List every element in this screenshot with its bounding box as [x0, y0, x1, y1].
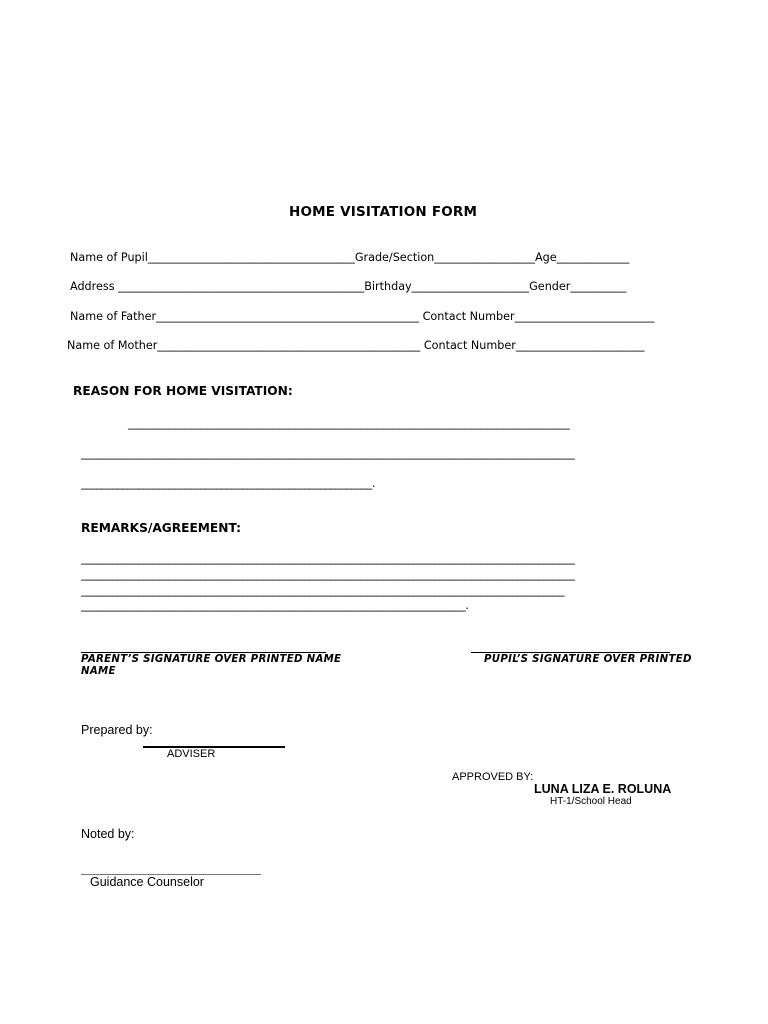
parent-signature-caption: PARENT’S SIGNATURE OVER PRINTED NAME: [81, 654, 342, 665]
reason-heading: REASON FOR HOME VISITATION:: [73, 384, 293, 398]
approved-by-label: APPROVED BY:: [452, 771, 534, 783]
father-contact-row: Name of Father_______________________________________________ Contact Number_________________________: [70, 310, 655, 323]
pupil-signature-caption: PUPIL’S SIGNATURE OVER PRINTED: [484, 654, 692, 665]
form-title: HOME VISITATION FORM: [289, 204, 478, 220]
parent-signature-line: [81, 652, 326, 653]
adviser-role: ADVISER: [167, 748, 216, 760]
pupil-name-grade-age-row: Name of Pupil_____________________________________Grade/Section__________________Age_____________: [70, 251, 630, 264]
remarks-heading: REMARKS/AGREEMENT:: [81, 521, 241, 535]
address-birthday-gender-row: Address ____________________________________________Birthday_____________________Gender__________: [70, 280, 627, 293]
pupil-signature-line: [471, 652, 670, 653]
parent-signature-caption-wrap: NAME: [81, 666, 116, 677]
approver-role: HT-1/School Head: [550, 796, 632, 807]
noted-by-label: Noted by:: [81, 827, 135, 841]
counselor-role: Guidance Counselor: [90, 875, 204, 889]
approver-name: LUNA LIZA E. ROLUNA: [534, 782, 672, 796]
remarks-line: _____________________________________________________________________________________________: [81, 584, 565, 597]
reason-line: _____________________________________________________________________________________: [128, 417, 570, 430]
reason-line: ________________________________________________________.: [81, 477, 376, 490]
remarks-line: _______________________________________________________________________________________________: [81, 552, 575, 565]
remarks-line: __________________________________________________________________________.: [81, 599, 469, 612]
prepared-by-label: Prepared by:: [81, 723, 153, 737]
mother-contact-row: Name of Mother_______________________________________________ Contact Number_______________________: [67, 339, 645, 352]
reason-line: _______________________________________________________________________________________________: [81, 447, 575, 460]
remarks-line: _______________________________________________________________________________________________: [81, 568, 575, 581]
